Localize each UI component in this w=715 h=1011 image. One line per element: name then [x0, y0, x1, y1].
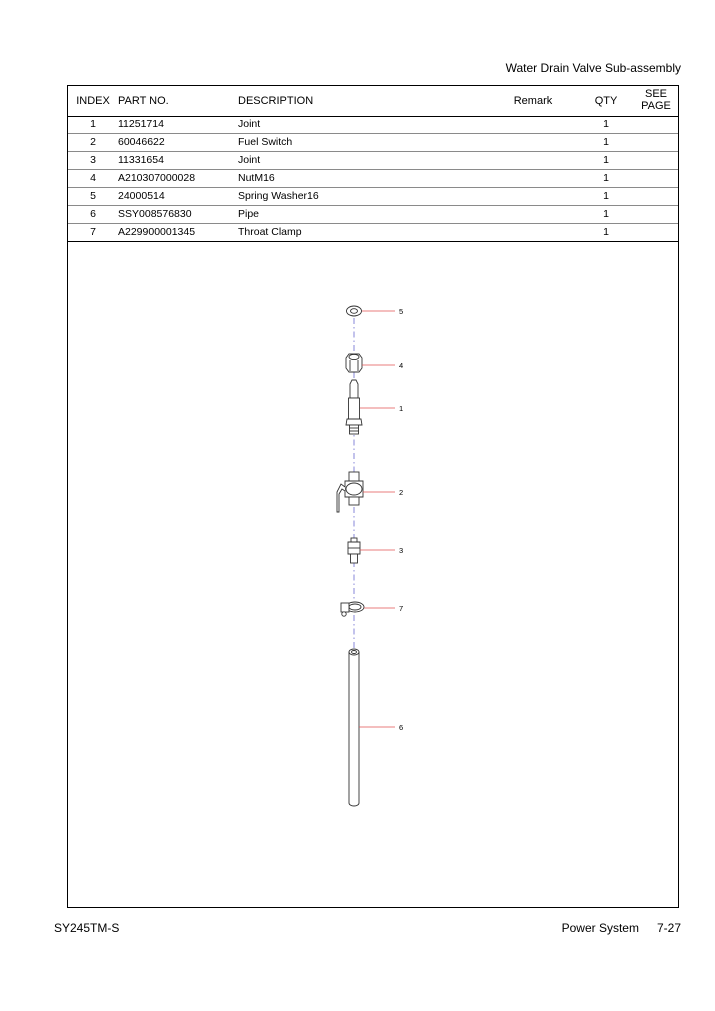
cell-index: 2 [90, 136, 96, 148]
cell-index: 7 [90, 226, 96, 238]
cell-part-no: A210307000028 [118, 172, 196, 184]
cell-index: 3 [90, 154, 96, 166]
header-description: DESCRIPTION [238, 95, 314, 107]
callout-6: 6 [399, 723, 404, 732]
cell-description: Joint [238, 154, 261, 166]
cell-description: Spring Washer16 [238, 190, 319, 202]
fuel-switch-part [337, 472, 363, 512]
callout-2: 2 [399, 488, 404, 497]
header-see-page-line1: SEE [644, 88, 667, 100]
callout-3: 3 [399, 546, 404, 555]
cell-qty: 1 [603, 154, 609, 166]
cell-part-no: SSY008576830 [118, 208, 192, 220]
cell-qty: 1 [603, 172, 609, 184]
cell-part-no: 24000514 [118, 190, 165, 202]
cell-part-no: 11331654 [118, 154, 164, 166]
cell-part-no: 60046622 [118, 136, 165, 148]
cell-part-no: 11251714 [118, 118, 164, 130]
joint-part-lower [348, 538, 360, 563]
header-index: INDEX [76, 95, 110, 107]
callout-4: 4 [399, 361, 404, 370]
cell-part-no: A229900001345 [118, 226, 196, 238]
joint-part [346, 380, 362, 434]
callout-1: 1 [399, 404, 404, 413]
throat-clamp-part [341, 602, 364, 616]
cell-qty: 1 [603, 226, 609, 238]
cell-qty: 1 [603, 136, 609, 148]
footer-page-number: 7-27 [656, 921, 681, 935]
cell-index: 4 [90, 172, 96, 184]
pipe-part [349, 649, 359, 806]
cell-index: 6 [90, 208, 96, 220]
cell-description: Fuel Switch [238, 136, 293, 148]
page-title: Water Drain Valve Sub-assembly [505, 61, 681, 75]
cell-qty: 1 [603, 208, 609, 220]
spring-washer-part [347, 306, 362, 316]
footer-section [562, 921, 681, 935]
cell-description: NutM16 [238, 172, 275, 184]
footer-model: SY245TM-S [54, 921, 120, 935]
cell-qty: 1 [603, 118, 609, 130]
cell-description: Joint [238, 118, 261, 130]
nut-part [346, 354, 362, 372]
header-remark: Remark [513, 95, 553, 107]
header-qty: QTY [594, 95, 618, 107]
cell-description: Pipe [238, 208, 260, 220]
leader-lines [359, 311, 395, 727]
callout-7: 7 [399, 604, 404, 613]
cell-index: 5 [90, 190, 96, 202]
callout-5: 5 [399, 307, 404, 316]
cell-description: Throat Clamp [238, 226, 302, 238]
footer-section-name: Power System [561, 921, 639, 935]
cell-qty: 1 [603, 190, 609, 202]
cell-index: 1 [90, 118, 96, 130]
header-part-no: PART NO. [118, 95, 169, 107]
header-see-page-line2: PAGE [641, 100, 671, 112]
